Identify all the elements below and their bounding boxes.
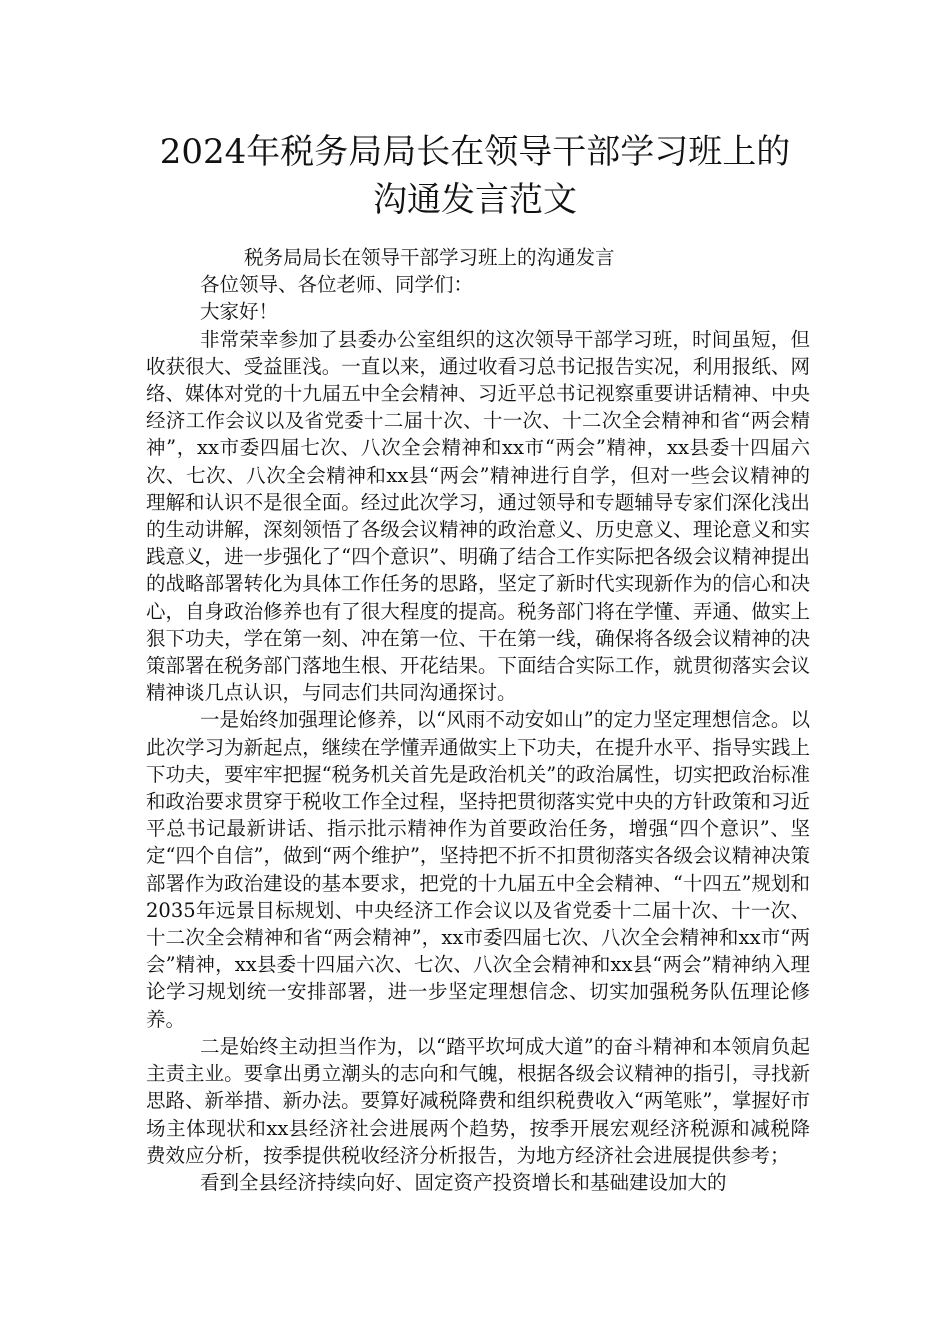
salutation: 各位领导、各位老师、同学们： bbox=[200, 273, 474, 297]
paragraph-continued: 看到全县经济持续向好、固定资产投资增长和基础建设加大的 bbox=[200, 1170, 727, 1194]
greeting: 大家好！ bbox=[200, 300, 279, 324]
paragraph-point-one: 一是始终加强理论修养，以“风雨不动安如山”的定力坚定理想信念。以此次学习为新起点，继续在学懂弄通做实上下功夫，在提升水平、指导实践上下功夫，要牢牢把握“税务机关首先是政治机关”的政治属性，切实把政治标准和政治要求贯穿于税收工作全过程，坚持把贯彻落实党中央的方针政策和习近平总书记最新讲话、指示批示精神作为首要政治任务，增强“四个意识”、坚定“四个自信”，做到“两个维护”，坚持把不折不扣贯彻落实各级会议精神决策部署作为政治建设的基本要求，把党的十九届五中全会精神、“十四五”规划和2035年远景目标规划、中央经济工作会议以及省党委十二届十次、十一次、十二次全会精神和省“两会精神”，xx市委四届七次、八次全会精神和xx市“两会”精神，xx县委十四届六次、七次、八次全会精神和xx县“两会”精神纳入理论学习规划统一安排部署，进一步坚定理想信念、切实加强税务队伍理论修养。 bbox=[146, 708, 810, 1031]
document-title bbox=[120, 128, 830, 224]
speech-subtitle: 税务局局长在领导干部学习班上的沟通发言 bbox=[244, 246, 615, 269]
document-body bbox=[146, 244, 810, 1196]
title-line-2: 沟通发言范文 bbox=[373, 180, 577, 220]
paragraph-intro: 非常荣幸参加了县委办公室组织的这次领导干部学习班，时间虽短，但收获很大、受益匪浅。一直以来，通过收看习总书记报告实况，利用报纸、网络、媒体对党的十九届五中全会精神、习近平总书记视察重要讲话精神、中央经济工作会议以及省党委十二届十次、十一次、十二次全会精神和省“两会精神”，xx市委四届七次、八次全会精神和xx市“两会”精神，xx县委十四届六次、七次、八次全会精神和xx县“两会”精神进行自学，但对一些会议精神的理解和认识不是很全面。经过此次学习，通过领导和专题辅导专家们深化浅出的生动讲解，深刻领悟了各级会议精神的政治意义、历史意义、理论意义和实践意义，进一步强化了“四个意识”、明确了结合工作实际把各级会议精神提出的战略部署转化为具体工作任务的思路，坚定了新时代实现新作为的信心和决心，自身政治修养也有了很大程度的提高。税务部门将在学懂、弄通、做实上狠下功夫，学在第一刻、冲在第一位、干在第一线，确保将各级会议精神的决策部署在税务部门落地生根、开花结果。下面结合实际工作，就贯彻落实会议精神谈几点认识，与同志们共同沟通探讨。 bbox=[146, 327, 810, 705]
title-line-1: 2024年税务局局长在领导干部学习班上的 bbox=[159, 132, 791, 172]
paragraph-point-two: 二是始终主动担当作为，以“踏平坎坷成大道”的奋斗精神和本领肩负起主责主业。要拿出勇立潮头的志向和气魄，根据各级会议精神的指引，寻找新思路、新举措、新办法。要算好减税降费和组织税费收入“两笔账”，掌握好市场主体现状和xx县经济社会进展两个趋势，按季开展宏观经济税源和减税降费效应分析，按季提供税收经济分析报告，为地方经济社会进展提供参考； bbox=[146, 1034, 810, 1167]
